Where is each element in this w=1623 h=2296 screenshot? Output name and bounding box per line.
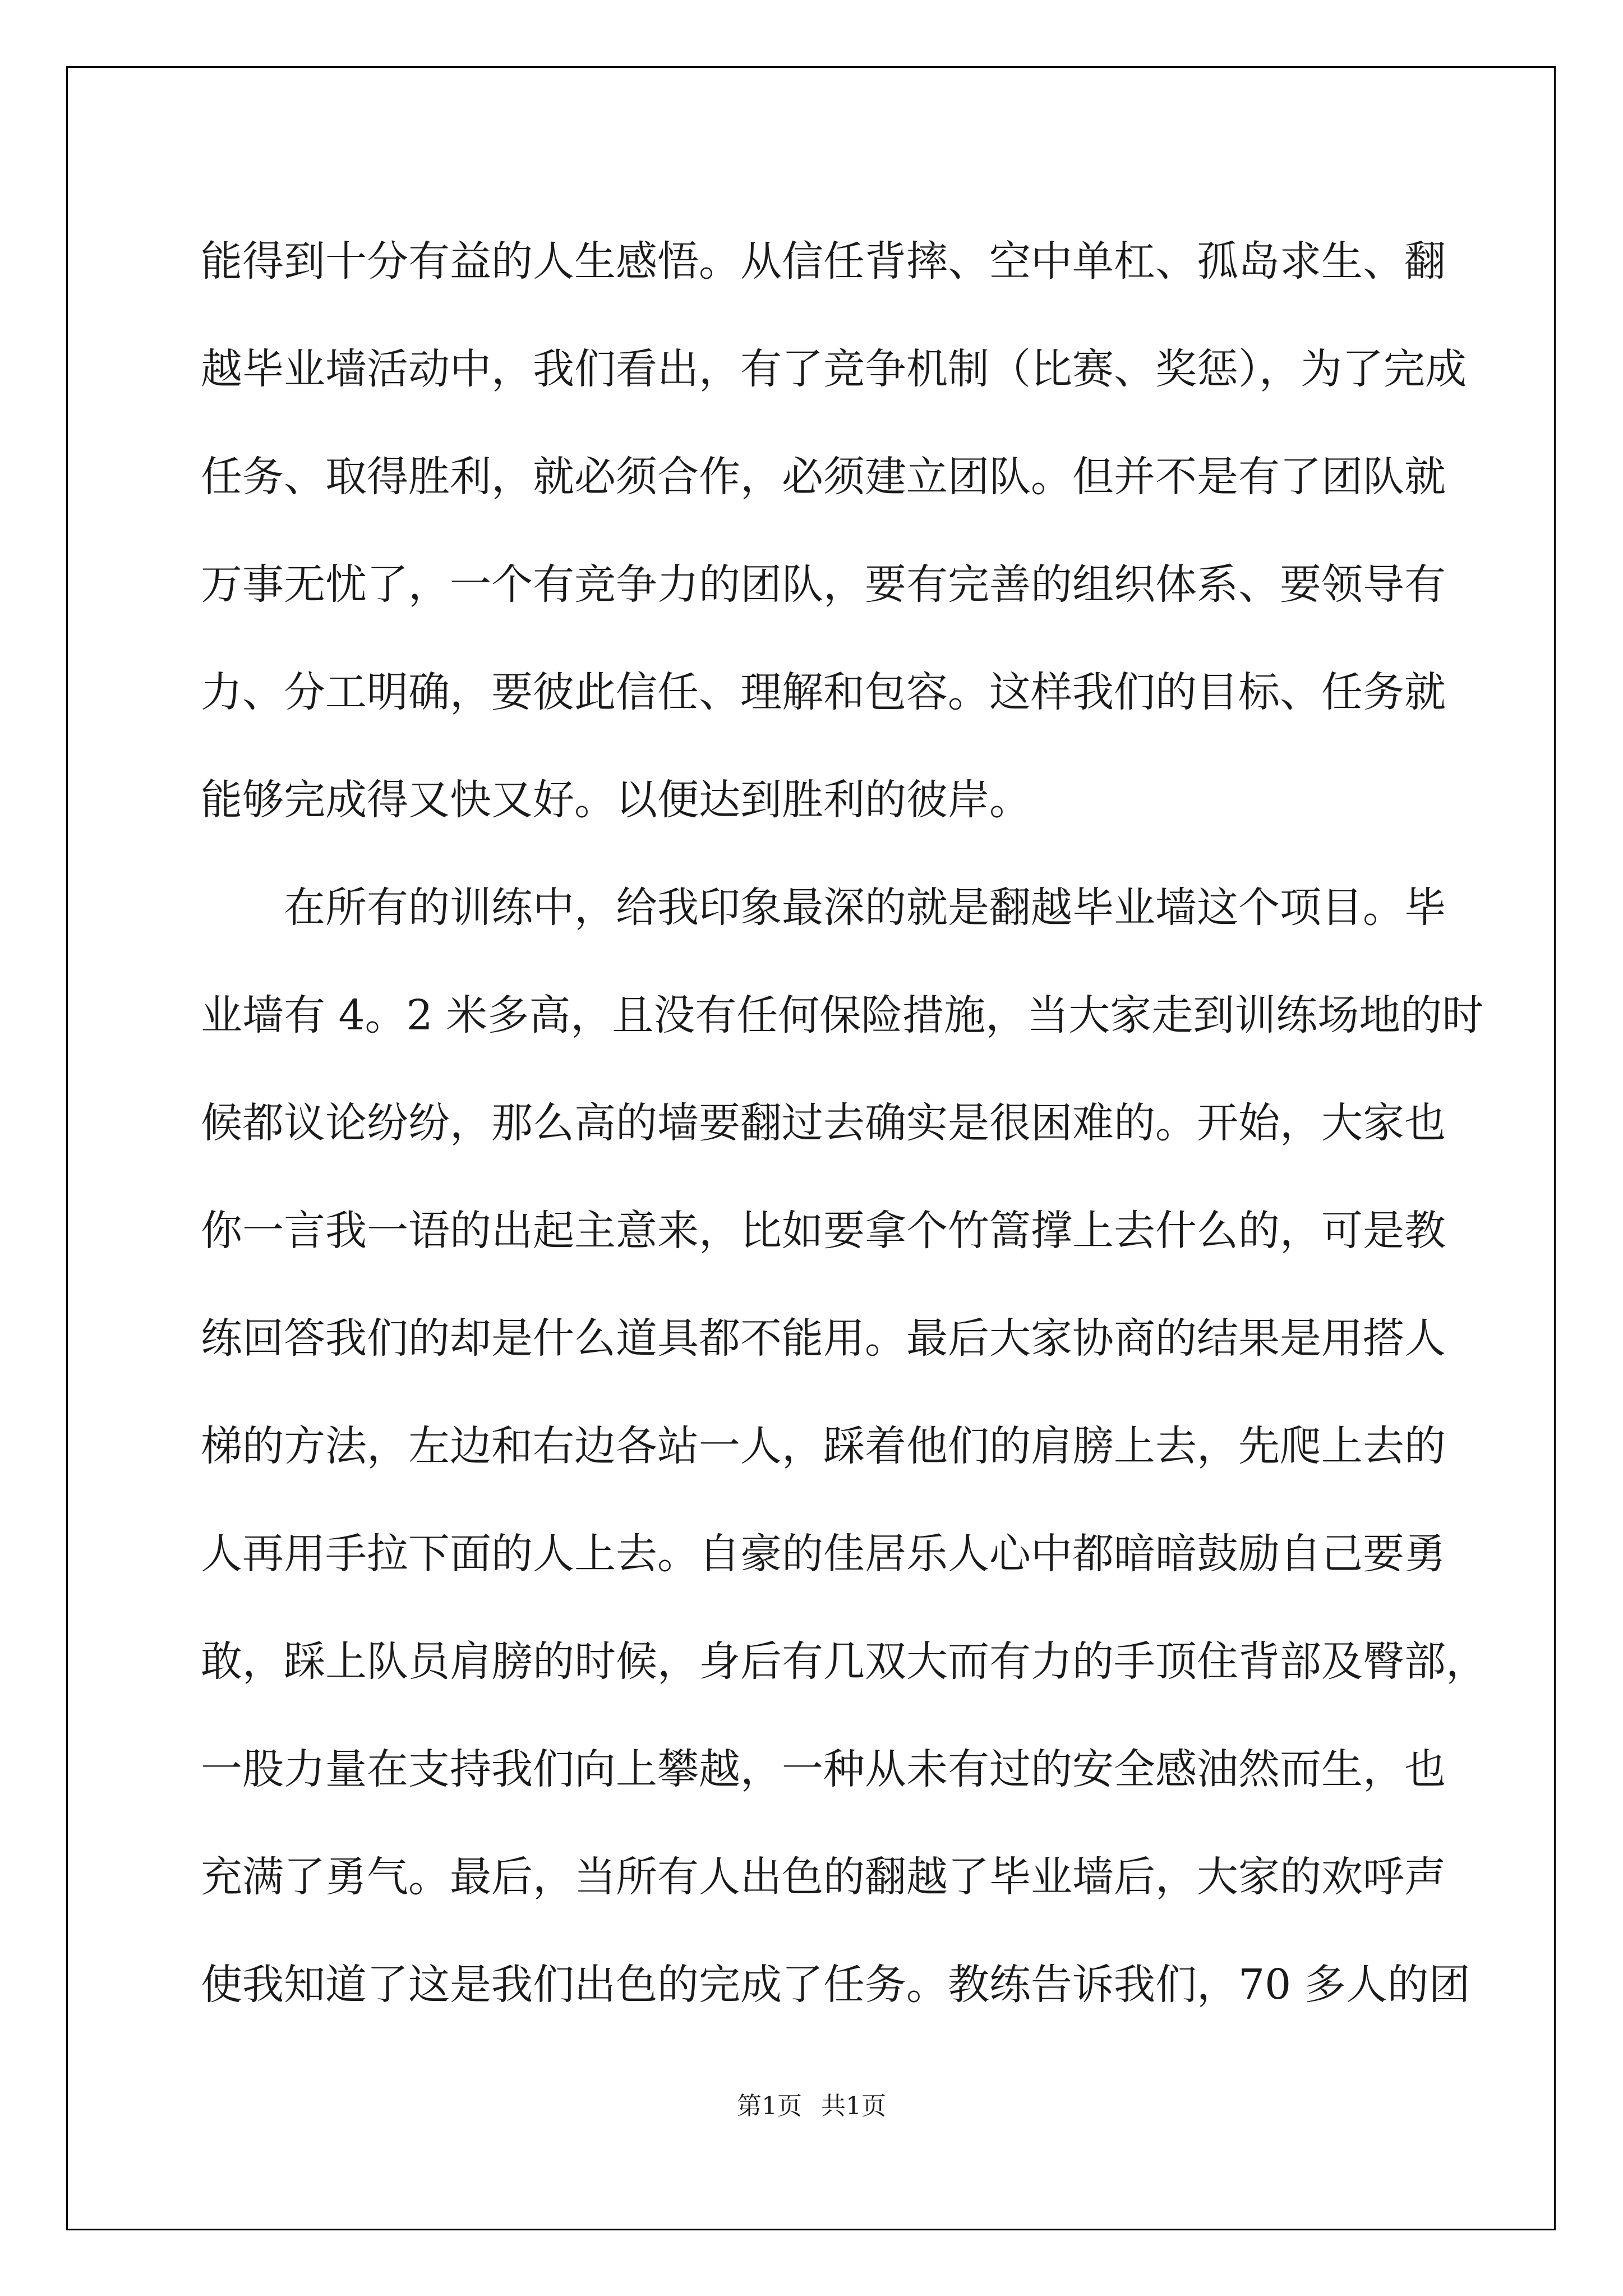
text-line: 练回答我们的却是什么道具都不能用。最后大家协商的结果是用搭人 [201,1314,1446,1363]
paragraph-first-line: 在所有的训练中，给我印象最深的就是翻越毕业墙这个项目。毕 [284,884,1446,932]
document-body [201,208,1487,2039]
text-line: 能够完成得又快又好。以便达到胜利的彼岸。 [201,776,1031,824]
text-line: 一股力量在支持我们向上攀越，一种从未有过的安全感油然而生，也 [201,1745,1446,1793]
text-line: 任务、取得胜利，就必须合作，必须建立团队。但并不是有了团队就 [201,453,1446,501]
text-line: 业墙有 4。2 米多高，且没有任何保险措施，当大家走到训练场地的时 [201,991,1484,1039]
page-number-footer: 第1页 共1页 [737,2092,886,2120]
text-line: 使我知道了这是我们出色的完成了任务。教练告诉我们，70 多人的团 [201,1961,1470,2009]
text-line: 万事无忧了，一个有竞争力的团队，要有完善的组织体系、要领导有 [201,560,1446,609]
text-line: 力、分工明确，要彼此信任、理解和包容。这样我们的目标、任务就 [201,668,1446,716]
text-line: 越毕业墙活动中，我们看出，有了竞争机制（比赛、奖惩），为了完成 [201,345,1467,393]
text-line: 候都议论纷纷，那么高的墙要翻过去确实是很困难的。开始，大家也 [201,1099,1446,1147]
text-line: 充满了勇气。最后，当所有人出色的翻越了毕业墙后，大家的欢呼声 [201,1853,1446,1901]
text-line: 敢，踩上队员肩膀的时候，身后有几双大而有力的手顶住背部及臀部， [201,1637,1487,1686]
text-line: 能得到十分有益的人生感悟。从信任背摔、空中单杠、孤岛求生、翻 [201,237,1446,286]
text-line: 梯的方法，左边和右边各站一人，踩着他们的肩膀上去，先爬上去的 [201,1422,1446,1470]
text-line: 你一言我一语的出起主意来，比如要拿个竹篙撑上去什么的，可是教 [201,1207,1446,1255]
text-line: 人再用手拉下面的人上去。自豪的佳居乐人心中都暗暗鼓励自己要勇 [201,1530,1446,1578]
